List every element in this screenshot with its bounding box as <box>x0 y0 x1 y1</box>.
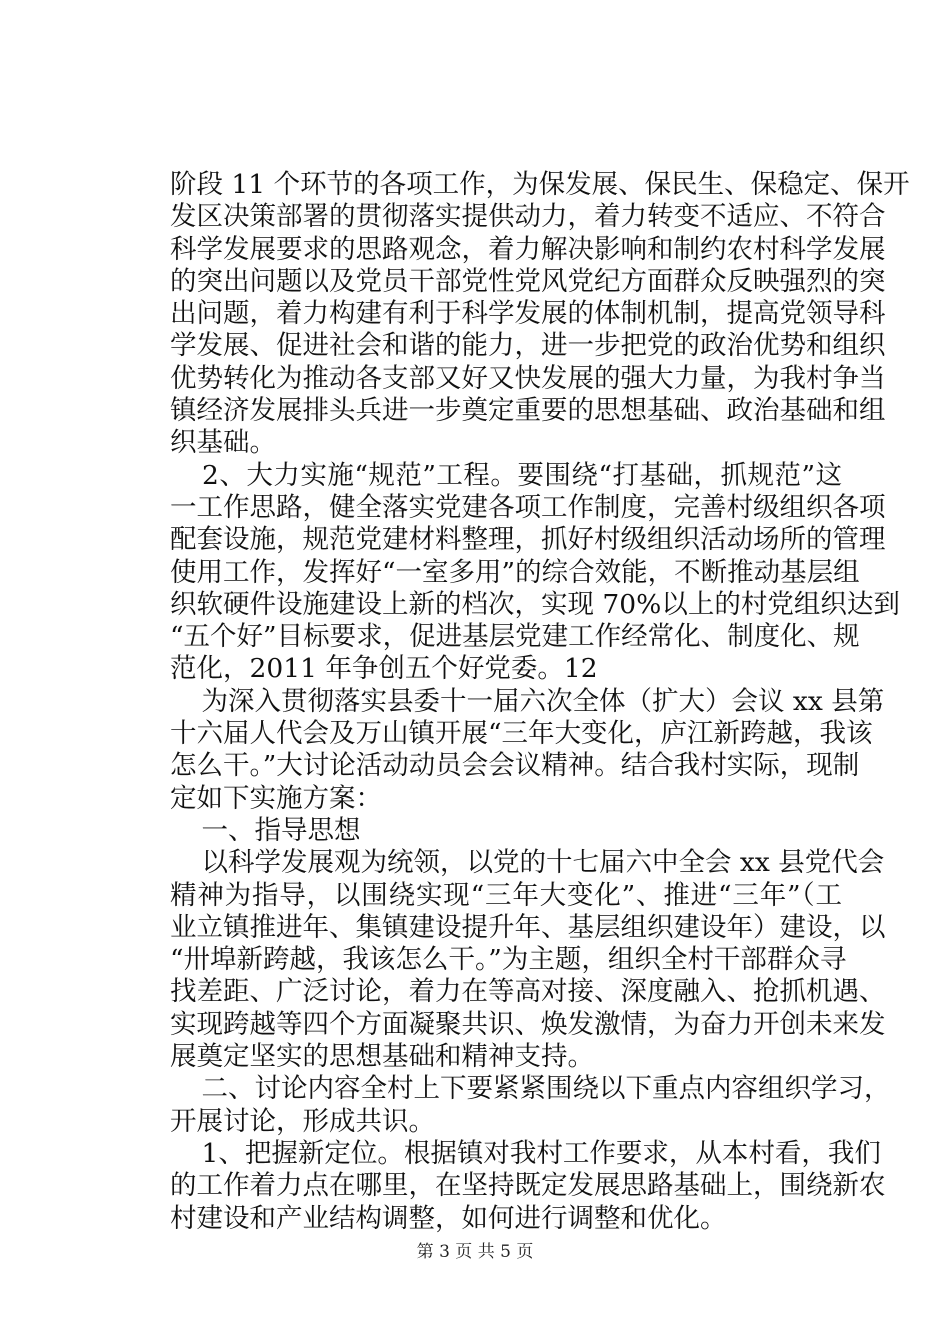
text-line: 开展讨论，形成共识。 <box>170 1105 435 1137</box>
text-line: 找差距、广泛讨论，着力在等高对接、深度融入、抢抓机遇、 <box>170 976 886 1008</box>
section-heading: 一、指导思想 <box>175 814 361 846</box>
text-line: 的工作着力点在哪里，在坚持既定发展思路基础上，围绕新农 <box>170 1170 886 1202</box>
text-line: 阶段 11 个环节的各项工作，为保发展、保民生、保稳定、保开 <box>170 169 910 200</box>
text-line: 精神为指导，以围绕实现“三年大变化”、推进“三年”（工 <box>170 879 842 911</box>
text-line: 为深入贯彻落实县委十一届六次全体（扩大）会议 xx 县第 <box>175 685 885 717</box>
text-line: 范化，2011 年争创五个好党委。12 <box>170 653 598 685</box>
text-line: 村建设和产业结构调整，如何进行调整和优化。 <box>170 1202 727 1234</box>
text-line: 展奠定坚实的思想基础和精神支持。 <box>170 1041 594 1073</box>
text-line: 发区决策部署的贯彻落实提供动力，着力转变不适应、不符合 <box>170 201 886 233</box>
text-line: 使用工作，发挥好“一室多用”的综合效能，不断推动基层组 <box>170 556 860 588</box>
text-line: 织软硬件设施建设上新的档次，实现 70%以上的村党组织达到 <box>170 588 900 620</box>
text-line: 配套设施，规范党建材料整理，抓好村级组织活动场所的管理 <box>170 524 886 556</box>
text-line: 2、大力实施“规范”工程。要围绕“打基础，抓规范”这 <box>175 459 842 491</box>
page-number-footer: 第 3 页 共 5 页 <box>416 1242 534 1262</box>
text-line: 以科学发展观为统领，以党的十七届六中全会 xx 县党代会 <box>175 847 885 879</box>
text-line: 的突出问题以及党员干部党性党风党纪方面群众反映强烈的突 <box>170 265 886 297</box>
text-line: 实现跨越等四个方面凝聚共识、焕发激情，为奋力开创未来发 <box>170 1008 886 1040</box>
text-line: 优势转化为推动各支部又好又快发展的强大力量，为我村争当 <box>170 362 886 394</box>
text-line: “五个好”目标要求，促进基层党建工作经常化、制度化、规 <box>170 621 860 653</box>
text-line: “卅埠新跨越，我该怎么干。”为主题，组织全村干部群众寻 <box>170 944 847 976</box>
section-heading: 二、讨论内容全村上下要紧紧围绕以下重点内容组织学习， <box>175 1073 891 1105</box>
text-line: 定如下实施方案： <box>170 782 382 814</box>
text-line: 怎么干。”大讨论活动动员会会议精神。结合我村实际，现制 <box>170 750 860 782</box>
text-line: 出问题，着力构建有利于科学发展的体制机制，提高党领导科 <box>170 298 886 330</box>
text-line: 学发展、促进社会和谐的能力，进一步把党的政治优势和组织 <box>170 330 886 362</box>
body-text <box>170 169 910 1235</box>
text-line: 1、把握新定位。根据镇对我村工作要求，从本村看，我们 <box>175 1137 881 1169</box>
text-line: 十六届人代会及万山镇开展“三年大变化，庐江新跨越，我该 <box>170 718 873 750</box>
text-line: 科学发展要求的思路观念，着力解决影响和制约农村科学发展 <box>170 233 886 265</box>
text-line: 一工作思路，健全落实党建各项工作制度，完善村级组织各项 <box>170 491 886 523</box>
text-line: 镇经济发展排头兵进一步奠定重要的思想基础、政治基础和组 <box>170 395 886 427</box>
text-line: 织基础。 <box>170 427 276 459</box>
text-line: 业立镇推进年、集镇建设提升年、基层组织建设年）建设，以 <box>170 911 886 943</box>
